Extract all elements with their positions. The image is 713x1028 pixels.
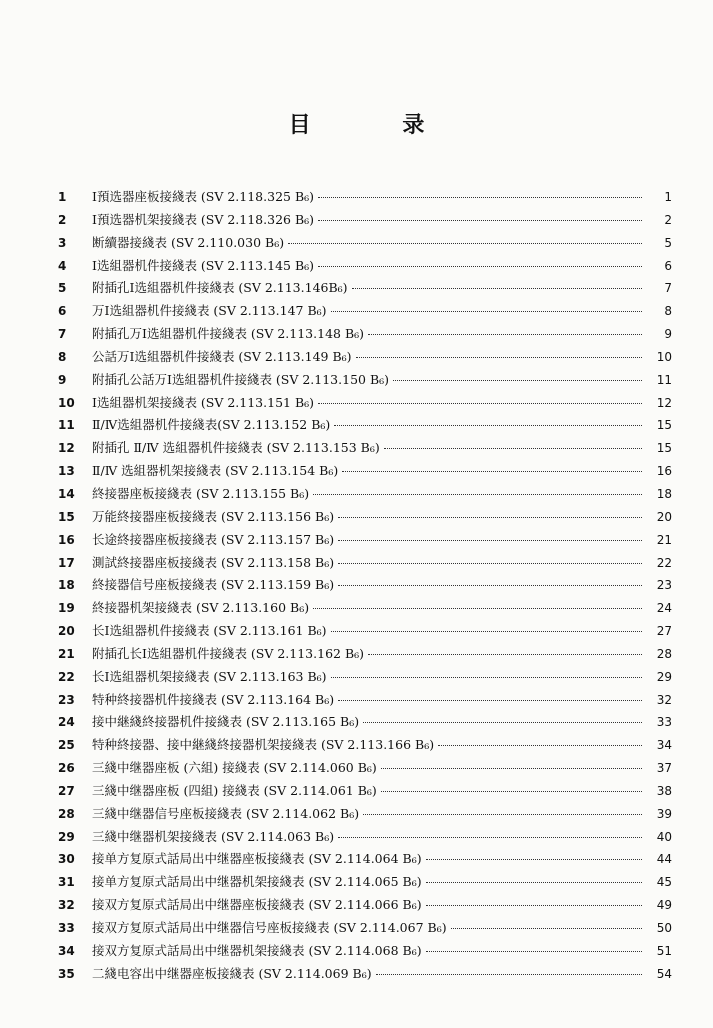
dot-leader [368,653,642,655]
entry-number: 3 [58,235,67,250]
toc-entry [58,209,672,232]
toc-entry [58,620,672,643]
entry-title: 終接器座板接綫表 (SV 2.113.155 B₆) [92,485,310,501]
entry-title: 断續器接綫表 (SV 2.110.030 B₆) [92,234,285,250]
entry-title: 接双方复原式話局出中继器座板接綫表 (SV 2.114.066 B₆) [92,897,422,913]
entry-number: 29 [58,829,75,844]
entry-page: 10 [656,349,672,364]
toc-entry [58,963,672,986]
dot-leader [331,310,642,312]
toc-entry [58,232,672,255]
toc-entry [58,940,672,963]
dot-leader [381,767,642,769]
toc-entry [58,711,672,734]
dot-leader [426,904,642,906]
entry-title: Ⅰ預选器座板接綫表 (SV 2.118.325 B₆) [92,189,315,204]
entry-title: Ⅰ选組器机件接綫表 (SV 2.113.145 B₆) [92,257,315,273]
toc-entry [58,643,672,666]
dot-leader [318,196,642,198]
entry-page: 38 [656,783,672,798]
entry-page: 5 [664,235,672,250]
entry-page: 9 [664,327,672,342]
entry-page: 7 [664,281,672,296]
entry-title: Ⅱ/Ⅳ选組器机件接綫表(SV 2.113.152 B₆) [92,417,331,433]
entry-page: 15 [656,418,672,433]
dot-leader [376,973,642,975]
entry-number: 27 [58,783,75,798]
entry-title: 三綫中继器座板 (六組) 接綫表 (SV 2.114.060 B₆) [92,760,377,776]
entry-number: 20 [58,624,75,639]
toc-entry [58,597,672,620]
entry-number: 2 [58,212,67,227]
entry-page: 2 [664,212,672,227]
entry-number: 30 [58,852,75,867]
entry-number: 4 [58,258,67,273]
entry-page: 18 [656,486,672,501]
dot-leader [426,950,642,952]
dot-leader [338,584,642,586]
dot-leader [451,927,642,929]
entry-title: 特种終接器、接中継綫終接器机架接綫表 (SV 2.113.166 B₆) [92,737,435,753]
entry-page: 11 [656,372,672,387]
entry-page: 16 [656,464,672,479]
dot-leader [426,881,642,883]
toc-entry [58,871,672,894]
entry-page: 21 [656,532,672,547]
entry-number: 6 [58,304,67,319]
entry-page: 8 [664,304,672,319]
dot-leader [363,813,642,815]
entry-page: 51 [656,943,672,958]
entry-title: 接双方复原式話局出中继器机架接綫表 (SV 2.114.068 B₆) [92,942,422,958]
entry-number: 24 [58,715,75,730]
dot-leader [438,744,642,746]
entry-page: 12 [656,395,672,410]
entry-number: 28 [58,806,75,821]
entry-page: 39 [656,806,672,821]
dot-leader [338,836,642,838]
toc-entry [58,689,672,712]
entry-number: 21 [58,646,75,661]
toc-entry [58,780,672,803]
entry-title: 三綫中继器机架接綫表 (SV 2.114.063 B₆) [92,828,335,844]
page-title: 目 录 [288,112,467,138]
entry-page: 20 [656,509,672,524]
dot-leader [381,790,642,792]
entry-page: 28 [656,646,672,661]
entry-title: Ⅰ选組器机架接綫表 (SV 2.113.151 B₆) [92,394,315,410]
entry-page: 49 [656,898,672,913]
entry-page: 24 [656,601,672,616]
entry-number: 23 [58,692,75,707]
entry-title: 附插孔长Ⅰ选組器机件接綫表 (SV 2.113.162 B₆) [92,645,365,661]
entry-number: 16 [58,532,75,547]
entry-title: 万能終接器座板接綫表 (SV 2.113.156 B₆) [92,508,335,524]
entry-page: 32 [656,692,672,707]
entry-title: 接单方复原式話局出中继器机架接綫表 (SV 2.114.065 B₆) [92,874,422,890]
toc-entry [58,392,672,415]
entry-number: 34 [58,943,75,958]
entry-page: 23 [656,578,672,593]
toc-entry [58,574,672,597]
entry-number: 14 [58,486,75,501]
entry-page: 29 [656,669,672,684]
dot-leader [313,493,642,495]
entry-number: 22 [58,669,75,684]
entry-number: 35 [58,966,75,981]
entry-title: 接中継綫終接器机件接綫表 (SV 2.113.165 B₆) [92,714,360,730]
entry-page: 34 [656,738,672,753]
entry-page: 22 [656,555,672,570]
entry-number: 7 [58,327,67,342]
toc-entry [58,803,672,826]
toc-entry [58,848,672,871]
dot-leader [318,265,642,267]
entry-number: 19 [58,601,75,616]
toc-entry [58,414,672,437]
entry-number: 13 [58,464,75,479]
entry-title: 万Ⅰ选組器机件接綫表 (SV 2.113.147 B₆) [92,303,327,319]
entry-number: 18 [58,578,75,593]
entry-number: 32 [58,898,75,913]
entry-title: 附插孔万Ⅰ选組器机件接綫表 (SV 2.113.148 B₆) [92,326,365,342]
entry-number: 26 [58,761,75,776]
dot-leader [338,516,642,518]
entry-title: 接双方复原式話局出中继器信号座板接綫表 (SV 2.114.067 B₆) [92,920,447,935]
entry-number: 8 [58,349,67,364]
entry-number: 31 [58,875,75,890]
dot-leader [331,676,642,678]
entry-page: 1 [664,190,672,204]
entry-title: 三綫中继器信号座板接綫表 (SV 2.114.062 B₆) [92,805,360,821]
toc-entry [58,369,672,392]
entry-title: 終接器信号座板接綫表 (SV 2.113.159 B₆) [92,577,335,593]
entry-title: 附插孔 Ⅱ/Ⅳ 选組器机件接綫表 (SV 2.113.153 B₆) [92,440,380,456]
toc-entry [58,323,672,346]
toc-entry [58,346,672,369]
dot-leader [288,242,642,244]
entry-page: 37 [656,761,672,776]
dot-leader [331,630,642,632]
toc-entry [58,552,672,575]
toc-entry [58,917,672,940]
entry-page: 44 [656,852,672,867]
dot-leader [318,402,642,404]
entry-number: 15 [58,509,75,524]
entry-number: 12 [58,441,75,456]
dot-leader [338,699,642,701]
dot-leader [318,219,642,221]
dot-leader [368,333,642,335]
dot-leader [393,379,642,381]
entry-title: 二綫电容出中继器座板接綫表 (SV 2.114.069 B₆) [92,965,372,981]
entry-number: 5 [58,281,67,296]
entry-title: 終接器机架接綫表 (SV 2.113.160 B₆) [92,600,310,616]
dot-leader [384,447,642,449]
entry-page: 40 [656,829,672,844]
toc-entry [58,506,672,529]
entry-title: 特种終接器机件接綫表 (SV 2.113.164 B₆) [92,691,335,707]
toc-entry [58,277,672,300]
table-of-contents [58,186,672,986]
toc-entry [58,460,672,483]
entry-title: 附插孔Ⅰ选組器机件接綫表 (SV 2.113.146B₆) [92,280,348,296]
dot-leader [334,424,642,426]
toc-entry [58,255,672,278]
entry-title: 三綫中继器座板 (四組) 接綫表 (SV 2.114.061 B₆) [92,782,377,798]
dot-leader [352,287,642,289]
entry-title: 长Ⅰ选組器机件接綫表 (SV 2.113.161 B₆) [92,623,327,639]
entry-page: 15 [656,441,672,456]
toc-entry [58,437,672,460]
entry-page: 45 [656,875,672,890]
entry-title: Ⅱ/Ⅳ 选組器机架接綫表 (SV 2.113.154 B₆) [92,463,339,479]
entry-title: 附插孔公話万Ⅰ选組器机件接綫表 (SV 2.113.150 B₆) [92,371,390,387]
toc-entry [58,666,672,689]
entry-page: 50 [656,921,672,935]
toc-entry [58,483,672,506]
entry-number: 10 [58,395,75,410]
entry-title: 公話万Ⅰ选組器机件接綫表 (SV 2.113.149 B₆) [92,348,352,364]
entry-page: 27 [656,624,672,639]
entry-title: 測試終接器座板接綫表 (SV 2.113.158 B₆) [92,554,335,570]
toc-entry [58,826,672,849]
entry-number: 1 [58,190,67,204]
entry-page: 33 [656,715,672,730]
entry-number: 17 [58,555,75,570]
entry-title: 长途終接器座板接綫表 (SV 2.113.157 B₆) [92,531,335,547]
entry-number: 33 [58,921,75,935]
toc-entry [58,757,672,780]
toc-entry [58,894,672,917]
dot-leader [342,470,642,472]
entry-title: 长Ⅰ选組器机架接綫表 (SV 2.113.163 B₆) [92,668,327,684]
dot-leader [356,356,642,358]
entry-number: 9 [58,372,67,387]
toc-entry [58,529,672,552]
toc-entry [58,734,672,757]
dot-leader [338,539,642,541]
entry-page: 6 [664,258,672,273]
dot-leader [313,607,642,609]
toc-entry [58,186,672,209]
entry-number: 11 [58,418,75,433]
dot-leader [426,858,642,860]
entry-page: 54 [656,966,672,981]
entry-number: 25 [58,738,75,753]
entry-title: 接单方复原式話局出中继器座板接綫表 (SV 2.114.064 B₆) [92,851,422,867]
dot-leader [363,721,642,723]
entry-title: Ⅰ預选器机架接綫表 (SV 2.118.326 B₆) [92,211,315,227]
toc-entry [58,300,672,323]
dot-leader [338,562,642,564]
